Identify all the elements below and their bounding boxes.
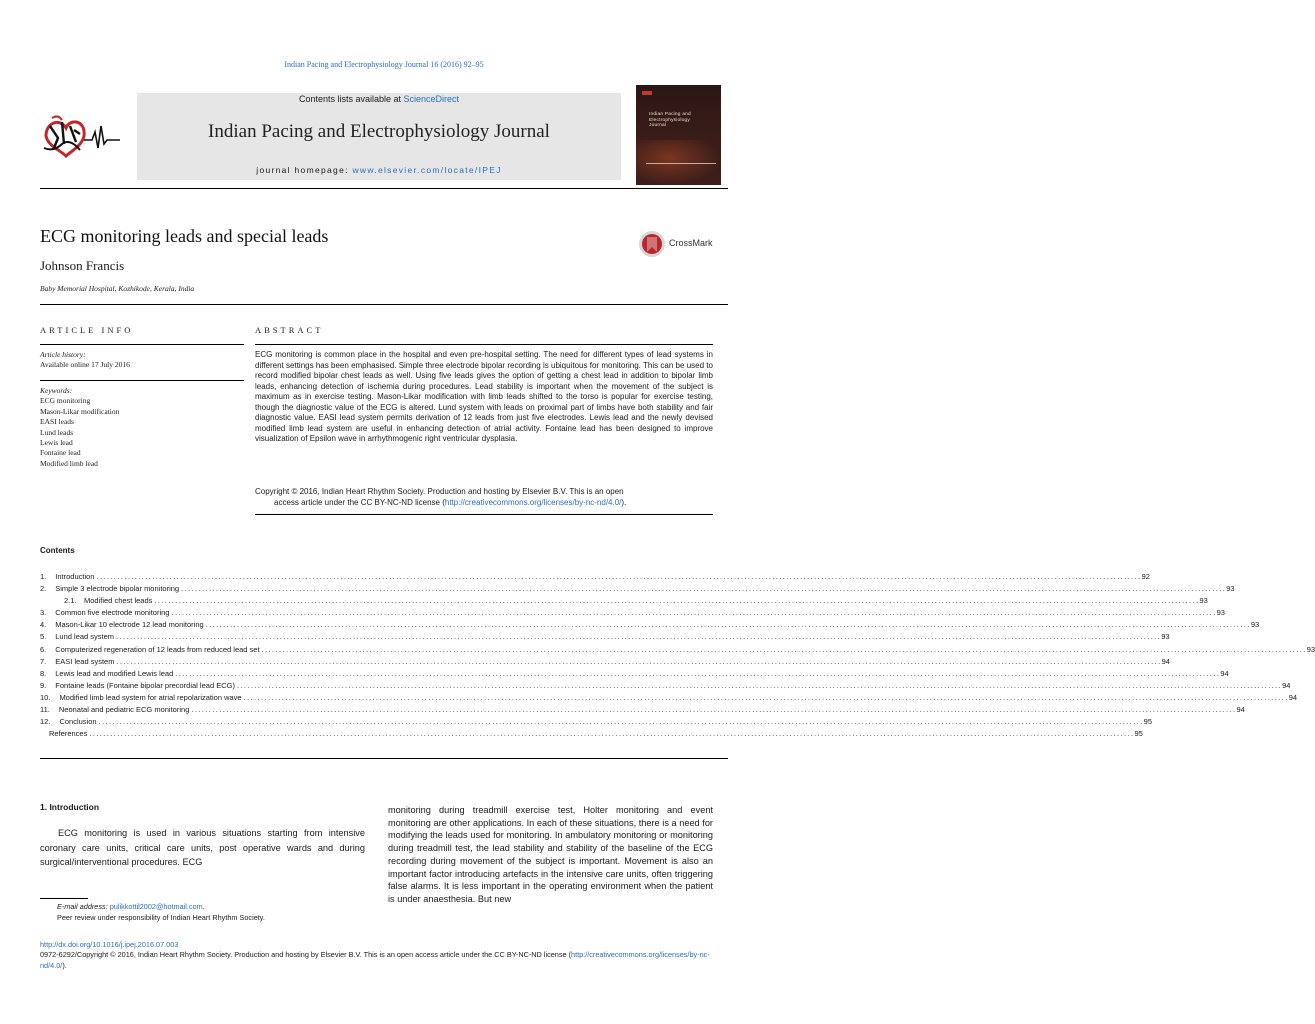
toc-entry[interactable]: [40, 656, 1170, 668]
crossmark-badge[interactable]: [638, 230, 728, 258]
toc-leader-dots: ............................................................................................................................................................................................................................................................................................................: [98, 717, 1144, 727]
cover-divider: [646, 163, 716, 164]
abstract-end-rule: [255, 514, 713, 515]
toc-entry-title: Modified limb lead system for atrial repolarization wave: [50, 692, 243, 704]
toc-entry-title: Neonatal and pediatric ECG monitoring: [50, 704, 192, 716]
article-info-rule: [40, 344, 244, 345]
email-end: .: [202, 902, 205, 911]
abstract-rule: [255, 344, 713, 345]
toc-entry-title: Simple 3 electrode bipolar monitoring: [46, 583, 181, 595]
toc-entry-number: 2.: [40, 584, 47, 594]
title-rule: [40, 304, 728, 305]
keywords-label: Keywords:: [40, 386, 73, 395]
footnote-rule: [40, 898, 88, 899]
copyright-line-1: Copyright © 2016, Indian Heart Rhythm Society. Production and hosting by Elsevier B.V. This is an open: [255, 487, 624, 496]
keyword: Fontaine lead: [40, 448, 81, 458]
journal-cover-image[interactable]: [636, 85, 721, 185]
toc-entry-number: 6.: [40, 644, 47, 654]
toc-entry[interactable]: [40, 668, 1229, 680]
author-email-link[interactable]: pulikkottil2002@hotmail.com: [109, 902, 203, 911]
keyword: Lewis lead: [40, 438, 73, 448]
journal-homepage-line: [137, 165, 621, 175]
toc-entry-page: 94: [1282, 680, 1291, 690]
toc-entry[interactable]: [40, 583, 1235, 595]
journal-title: Indian Pacing and Electrophysiology Journal: [208, 121, 550, 142]
keyword: ECG monitoring: [40, 396, 91, 406]
cover-title-line: Journal: [649, 123, 667, 129]
article-title: ECG monitoring leads and special leads: [40, 226, 329, 246]
toc-entry[interactable]: [40, 704, 1245, 716]
contents-prefix: Contents lists available at: [298, 94, 404, 104]
sciencedirect-link[interactable]: ScienceDirect: [403, 94, 460, 104]
homepage-link[interactable]: www.elsevier.com/locate/IPEJ: [352, 165, 502, 175]
table-of-contents: [40, 571, 1315, 740]
toc-entry-page: 94: [1161, 656, 1170, 666]
toc-leader-dots: ............................................................................................................................................................................................................................................................................................................: [171, 608, 1217, 618]
keyword: EASI leads: [40, 417, 74, 427]
toc-entry-page: 94: [1220, 668, 1229, 678]
abstract-heading: ABSTRACT: [255, 325, 324, 335]
header-rule: [40, 188, 728, 189]
toc-entry-page: 93: [1226, 584, 1235, 594]
toc-leader-dots: ............................................................................................................................................................................................................................................................................................................: [191, 705, 1237, 715]
toc-entry-number: 8.: [40, 668, 47, 678]
copyright-line-end: ).: [621, 497, 627, 507]
toc-leader-dots: ............................................................................................................................................................................................................................................................................................................: [116, 632, 1162, 642]
footer-license-link[interactable]: http://creativecommons.org/licenses/by-nc-nd/4.0/: [40, 950, 710, 970]
footnote-peer-review: Peer review under responsibility of Indian Heart Rhythm Society.: [57, 913, 265, 922]
toc-entry-page: 93: [1306, 644, 1315, 654]
article-info-heading: ARTICLE INFO: [40, 325, 134, 335]
toc-leader-dots: ............................................................................................................................................................................................................................................................................................................: [116, 656, 1162, 666]
footer-copyright-end: ).: [62, 960, 67, 970]
article-history-rule: [40, 380, 244, 381]
publisher-logo-icon: [40, 108, 122, 160]
introduction-paragraph-right: monitoring during treadmill exercise test, Holter monitoring and event monitoring are other applications. In each of these situations, there is a need for modifying the leads used for monitoring. In ambulatory monitoring or monitoring during treadmill test, the lead stability and stability of the baseline of the ECG recording during movement of the subject is important. Movement is also an important factor introducing artefacts in the intensive care units, often triggering false alarms. It is less important in the operating environment when the patient is under anaesthesia. But new: [388, 805, 713, 904]
section-heading-introduction: 1. Introduction: [40, 802, 100, 812]
toc-entry[interactable]: [40, 571, 1150, 583]
toc-entry-title: Fontaine leads (Fontaine bipolar precordial lead ECG): [46, 680, 237, 692]
toc-entry-number: 7.: [40, 656, 47, 666]
toc-entry-page: 93: [1199, 596, 1208, 606]
toc-entry-number: 1.: [40, 572, 47, 581]
homepage-prefix: journal homepage:: [256, 165, 353, 175]
toc-leader-dots: ............................................................................................................................................................................................................................................................................................................: [181, 584, 1227, 594]
toc-leader-dots: ............................................................................................................................................................................................................................................................................................................: [236, 680, 1283, 690]
toc-entry[interactable]: [40, 631, 1170, 643]
toc-entry-page: 93: [1161, 632, 1170, 642]
contents-rule: [40, 758, 728, 759]
toc-entry-page: 93: [1250, 620, 1260, 630]
toc-entry-page: 92: [1141, 572, 1150, 581]
toc-leader-dots: ............................................................................................................................................................................................................................................................................................................: [96, 572, 1142, 581]
email-label: E-mail address:: [57, 902, 108, 911]
author-name: Johnson Francis: [40, 258, 125, 273]
toc-entry[interactable]: [40, 692, 1298, 704]
copyright-line-2: access article under the CC BY-NC-ND license (: [274, 497, 445, 507]
toc-entry-title: Conclusion: [50, 716, 98, 728]
history-label: Article history:: [40, 350, 86, 359]
history-value: Available online 17 July 2016: [40, 360, 130, 369]
toc-leader-dots: ............................................................................................................................................................................................................................................................................................................: [154, 596, 1200, 606]
toc-entry-page: 93: [1216, 608, 1225, 618]
toc-entry-number: 5.: [40, 632, 47, 642]
toc-entry-title: Mason-Likar 10 electrode 12 lead monitoring: [46, 619, 205, 631]
crossmark-icon: [638, 230, 666, 258]
toc-entry-page: 94: [1236, 705, 1245, 715]
toc-entry[interactable]: [40, 644, 1315, 656]
keyword: Mason-Likar modification: [40, 406, 120, 416]
toc-entry-number: 3.: [40, 608, 47, 618]
footnote-email: [57, 902, 205, 911]
toc-entry[interactable]: [40, 619, 1260, 631]
abstract-text: ECG monitoring is common place in the hospital and even pre-hospital setting. The need for different types of lead systems in different settings has been emphasised. Simple three electrode bipolar recording is ubiquitous for monitoring. This can be used to record modified bipolar chest leads as well. Using five leads gives the option of getting a chest lead in addition to bipolar limb leads, enhancing detection of ischemia during procedures. Lead stability is important when the movement of the subject is maximum as in exercise testing. Mason-Likar modification with limb leads shifted to the torso is popular for exercise testing, though the diagnostic value of the ECG is altered. Lund system with leads on proximal part of limbs have both stability and fair diagnostic value. EASI lead system permits derivation of 12 leads from just five electrodes. Lewis lead and the newly devised modified limb lead system are useful in enhancing detection of atrial activity. Fontaine lead has been designed to improve visualization of Epsilon wave in arrhythmogenic right ventricular dysplasia.: [255, 350, 713, 443]
keyword: Lund leads: [40, 427, 74, 437]
toc-entry[interactable]: [40, 680, 1291, 692]
keywords-list: [40, 386, 119, 469]
toc-entry-number: 10.: [40, 692, 51, 702]
toc-entry-number: 9.: [40, 680, 47, 690]
toc-entry-title: Lewis lead and modified Lewis lead: [46, 668, 175, 680]
toc-leader-dots: ............................................................................................................................................................................................................................................................................................................: [205, 620, 1251, 630]
toc-leader-dots: ............................................................................................................................................................................................................................................................................................................: [175, 668, 1221, 678]
toc-entry-page: 95: [1134, 729, 1143, 739]
toc-entry-number: 4.: [40, 620, 47, 630]
footer-copyright-text: 0972-6292/Copyright © 2016, Indian Heart Rhythm Society. Production and hosting by Elsevier B.V. This is an open access article under the CC BY-NC-ND license (: [40, 950, 572, 959]
toc-entry-title: Common five electrode monitoring: [46, 607, 171, 619]
toc-entry-title: 2.1. Modified chest leads: [40, 595, 154, 607]
toc-leader-dots: ............................................................................................................................................................................................................................................................................................................: [89, 729, 1135, 739]
toc-entry-page: 94: [1288, 692, 1298, 702]
doi-link[interactable]: http://dx.doi.org/10.1016/j.ipej.2016.07.003: [40, 940, 179, 949]
toc-entry-title: References: [40, 728, 89, 740]
toc-entry-title: EASI lead system: [46, 656, 116, 668]
crossmark-label: CrossMark: [669, 238, 713, 248]
toc-leader-dots: ............................................................................................................................................................................................................................................................................................................: [243, 692, 1289, 702]
introduction-paragraph-left: ECG monitoring is used in various situations starting from intensive coronary care units, critical care units, post operative wards and during surgical/interventional procedures. ECG: [40, 828, 365, 868]
contents-available-line: [137, 94, 621, 104]
toc-entry-title: Introduction: [46, 571, 96, 583]
toc-entry[interactable]: [40, 595, 1208, 607]
article-history: [40, 350, 130, 370]
toc-leader-dots: ............................................................................................................................................................................................................................................................................................................: [261, 644, 1307, 654]
footer-copyright: [40, 950, 718, 972]
keyword: Modified limb lead: [40, 458, 98, 468]
license-link[interactable]: http://creativecommons.org/licenses/by-nc-nd/4.0/: [444, 497, 622, 507]
toc-entry-number: 12.: [40, 717, 51, 727]
contents-heading: Contents: [40, 546, 75, 555]
abstract-copyright: [255, 487, 715, 508]
toc-entry-number: 11.: [40, 705, 50, 715]
journal-citation[interactable]: Indian Pacing and Electrophysiology Journal 16 (2016) 92–95: [284, 60, 484, 69]
toc-entry-page: 95: [1143, 717, 1153, 727]
cover-badge: [642, 91, 652, 95]
toc-entry[interactable]: [40, 607, 1225, 619]
cover-title-line: Indian Pacing and: [649, 112, 691, 117]
cover-title: [649, 112, 719, 129]
toc-entry-title: Lund lead system: [46, 631, 116, 643]
toc-entry[interactable]: [40, 728, 1143, 740]
author-affiliation: Baby Memorial Hospital, Kozhikode, Kerala, India: [40, 284, 195, 293]
cover-title-line: Electrophysiology: [649, 117, 690, 123]
toc-entry[interactable]: [40, 716, 1153, 728]
toc-entry-title: Computerized regeneration of 12 leads from reduced lead set: [46, 644, 261, 656]
